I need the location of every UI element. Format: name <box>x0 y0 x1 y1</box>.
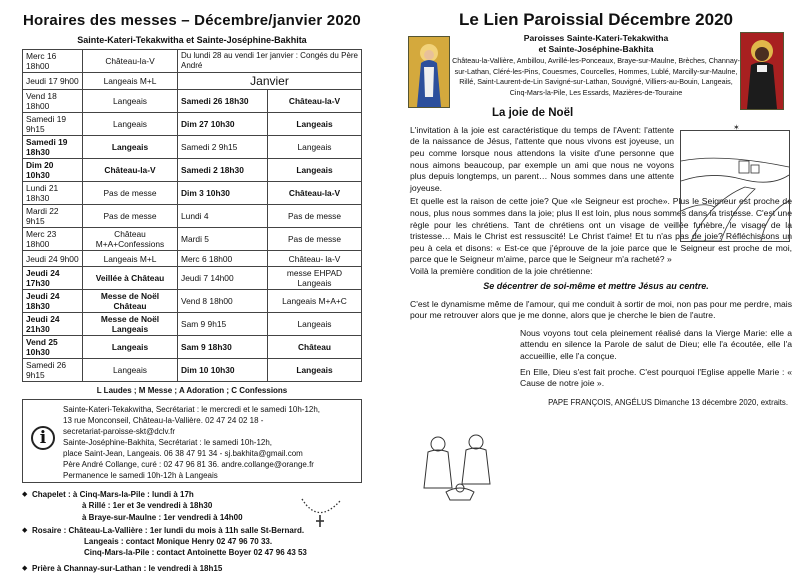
paragraph-4: C'est le dynamisme même de l'amour, qui me conduit à sortir de moi, non pas pour me perdre, mais pour me retrouver alors que je me donne, alors que je cherche le bien de l'autre. <box>410 298 792 321</box>
mass-date: Jeudi 24 17h30 <box>23 267 83 290</box>
prayer-line: à Braye-sur-Maulne : 1er vendredi à 14h00 <box>82 512 243 522</box>
mass-place: Langeais <box>83 136 178 159</box>
mass-place: Langeais <box>83 90 178 113</box>
mass-place: Pas de messe <box>83 205 178 228</box>
mass-place: messe EHPAD Langeais <box>268 267 362 290</box>
mass-date: Samedi 26 18h30 <box>178 90 268 113</box>
mass-date: Jeudi 24 18h30 <box>23 290 83 313</box>
mass-date: Lundi 4 <box>178 205 268 228</box>
mass-place: Langeais M+L <box>83 73 178 90</box>
mass-place: Langeais <box>83 113 178 136</box>
january-header: Janvier <box>178 73 362 90</box>
mass-place: Langeais <box>268 136 362 159</box>
paragraph-1: L'invitation à la joie est caractéristique du temps de l'Avent: l'attente de la naissance de Jésus, l'attente que nous vivons est joyeuse, un peu comme lorsque nous attendons la visite d'une personne que nous aimons beaucoup, par exemple un ami que nous ne voyons plus depuis longtemps, un parent… Nous sommes dans une attente joyeuse. <box>410 124 674 193</box>
mass-schedule-table <box>22 49 362 382</box>
mass-place: Château-la-V <box>83 159 178 182</box>
mass-place: Pas de messe <box>268 228 362 251</box>
mass-date: Samedi 19 9h15 <box>23 113 83 136</box>
table-row <box>23 136 362 159</box>
mass-date: Samedi 2 9h15 <box>178 136 268 159</box>
info-line: Sainte-Joséphine-Bakhita, Secrétariat : le samedi 10h-12h, <box>63 438 273 447</box>
info-line: Sainte-Kateri-Tekakwitha, Secrétariat : le mercredi et le samedi 10h-12h, <box>63 405 321 414</box>
bethlehem-drawing <box>680 123 790 242</box>
table-row <box>23 73 362 90</box>
mass-date: Jeudi 24 21h30 <box>23 313 83 336</box>
mass-date: Sam 9 18h30 <box>178 336 268 359</box>
mass-place: Langeais <box>83 359 178 382</box>
table-row <box>23 90 362 113</box>
villages-list: Château-la-Vallière, Ambillou, Avrillé-les-Ponceaux, Braye-sur-Maulne, Brèches, Channay-sur-Lathan, Cléré-les-Pins, Couesmes, Courcelles, Hommes, Lublé, Marcilly-sur-Maulne, Rillé, Saint-Laurent-de-Lin Savigné-sur-Lathan, Souvigné, Villiers-au-Bouin, Langeais, Cinq-Mars-la-Pile, Les Essards, Mazières-de-Touraine <box>452 56 740 98</box>
virgin-mary-icon <box>408 36 450 108</box>
paragraph-3: Voilà la première condition de la joie chrétienne: <box>410 265 593 276</box>
mass-place: Château- la-V <box>268 251 362 267</box>
newsletter-title: Le Lien Paroissial Décembre 2020 <box>458 10 734 29</box>
mass-date: Mardi 5 <box>178 228 268 251</box>
article-signature: PAPE FRANÇOIS, ANGÉLUS Dimanche 13 décembre 2020, extraits. <box>548 397 788 407</box>
mass-place: Langeais <box>83 336 178 359</box>
mass-place: Langeais <box>268 113 362 136</box>
holiday-note: Du lundi 28 au vendi 1er janvier : Congés du Père André <box>178 50 362 73</box>
prayer-line: Chapelet : à Cinq-Mars-la-Pile : lundi à 17h <box>32 490 194 499</box>
mass-place: Château-la-V <box>268 90 362 113</box>
parishes-header <box>400 33 792 55</box>
paragraph-6: En Elle, Dieu s'est fait proche. C'est pourquoi l'Eglise appelle Marie : « Cause de notre joie ». <box>520 366 792 389</box>
paragraph-2: Et quelle est la raison de cette joie? Que «le Seigneur est proche». Plus le Seigneur est proche de nous, plus nous sommes dans la joie; plus Il est loin, plus nous sommes dans la tristesse. C'est une règle pour les chrétiens. Tant de chrétiens ont un visage de veillée funèbre, le visage de la tristesse… Mais le Christ est ressuscité! Le Christ t'aime! Et tu n'as pas de joie? Réfléchissons un peu à cela et disons: « Est-ce que j'éprouve de la joie parce que le Seigneur est proche de moi, parce que le Seigneur m'aime, parce que le Seigneur m'a racheté? » <box>410 196 792 265</box>
mass-place: Pas de messe <box>268 205 362 228</box>
secretariat-info <box>22 399 362 483</box>
mass-date: Samedi 2 18h30 <box>178 159 268 182</box>
table-row <box>23 251 362 267</box>
schedule-subtitle: Sainte-Kateri-Tekakwitha et Sainte-Joséphine-Bakhita <box>77 35 307 45</box>
mass-place: Château-la-V <box>268 182 362 205</box>
table-row <box>23 336 362 359</box>
mass-date: Vend 18 18h00 <box>23 90 83 113</box>
table-row <box>23 290 362 313</box>
mass-date: Sam 9 9h15 <box>178 313 268 336</box>
info-line: place Saint-Jean, Langeais. 06 38 47 91 34 - sj.bakhita@gmail.com <box>63 449 303 458</box>
prayer-line: Rosaire : Château-La-Vallière : 1er lundi du mois à 11h salle St-Bernard. <box>32 525 305 535</box>
saint-bakhita-icon <box>740 32 784 110</box>
mass-place: Château <box>268 336 362 359</box>
info-line: secretariat-paroisse-skt@dclv.fr <box>63 427 175 436</box>
table-row <box>23 205 362 228</box>
svg-text:✶: ✶ <box>733 123 740 132</box>
paragraph-5: Nous voyons tout cela pleinement réalisé dans la Vierge Marie: elle a attendu en silence la Parole de salut de Dieu; elle l'a écoutée, elle l'a accueillie, elle l'a conçue. <box>520 327 792 361</box>
mass-place: Langeais <box>268 359 362 382</box>
mass-date: Lundi 21 18h30 <box>23 182 83 205</box>
mass-place: Langeais <box>268 159 362 182</box>
info-line: 13 rue Monconseil, Château-la-Vallière. 02 47 24 02 18 - <box>63 416 264 425</box>
mass-date: Dim 3 10h30 <box>178 182 268 205</box>
info-line: Permanence le samedi 10h-12h à Langeais <box>63 471 218 480</box>
table-row <box>23 182 362 205</box>
mass-date: Merc 23 18h00 <box>23 228 83 251</box>
mass-place: Langeais M+L <box>83 251 178 267</box>
mass-date: Vend 8 18h00 <box>178 290 268 313</box>
table-row <box>23 313 362 336</box>
mass-date: Jeudi 17 9h00 <box>23 73 83 90</box>
mass-place: Langeais <box>268 313 362 336</box>
prayer-line: Cinq-Mars-la-Pile : contact Antoinette Boyer 02 47 96 43 53 <box>84 548 307 558</box>
left-page <box>22 8 362 574</box>
prayer-line: Langeais : contact Monique Henry 02 47 96 70 33. <box>84 537 273 547</box>
article-motto: Se décentrer de soi-même et mettre Jésus au centre. <box>483 280 709 291</box>
mass-place: Château-la-V <box>83 50 178 73</box>
mass-place: Langeais M+A+C <box>268 290 362 313</box>
mass-date: Merc 6 18h00 <box>178 251 268 267</box>
table-row <box>23 359 362 382</box>
mass-date: Dim 20 10h30 <box>23 159 83 182</box>
parishes-line-1: Paroisses Sainte-Kateri-Tekakwitha <box>523 33 669 43</box>
info-icon: i <box>31 426 55 450</box>
right-page <box>400 8 792 407</box>
mass-date: Jeudi 24 9h00 <box>23 251 83 267</box>
mass-date: Dim 10 10h30 <box>178 359 268 382</box>
mass-place: Messe de Noël Langeais <box>83 313 178 336</box>
mass-place: Pas de messe <box>83 182 178 205</box>
prayer-groups: ◆ Chapelet : à Cinq-Mars-la-Pile : lundi à 17h à Rillé : 1er et 3e vendredi à 18h30 à Braye-sur-Maulne : 1er vendredi à 14h00 ◆ Rosaire : Château-La-Vallière : 1er lundi du mois à 11h salle St-Bernard. Langeais : contact Monique Henry 02 47 96 70 33. Cinq-Mars-la-Pile : contact Antoinette Boyer 02 47 96 43 53 ◆ Prière à Channay-sur-Lathan : le vendredi à 18h15 <box>22 489 362 574</box>
mass-place: Messe de Noël Château <box>83 290 178 313</box>
mass-date: Jeudi 7 14h00 <box>178 267 268 290</box>
nativity-drawing <box>410 428 510 506</box>
prayer-line: à Rillé : 1er et 3e vendredi à 18h30 <box>82 501 213 511</box>
mass-date: Vend 25 10h30 <box>23 336 83 359</box>
mass-date: Dim 27 10h30 <box>178 113 268 136</box>
parishes-line-2: et Sainte-Joséphine-Bakhita <box>538 44 654 54</box>
mass-date: Mardi 22 9h15 <box>23 205 83 228</box>
table-row <box>23 228 362 251</box>
article-heading: La joie de Noël <box>492 106 574 119</box>
table-row <box>23 159 362 182</box>
schedule-legend: L Laudes ; M Messe ; A Adoration ; C Confessions <box>96 386 288 395</box>
mass-date: Samedi 26 9h15 <box>23 359 83 382</box>
table-row <box>23 50 362 73</box>
table-row <box>23 267 362 290</box>
mass-place: Château M+A+Confessions <box>83 228 178 251</box>
schedule-title: Horaires des messes – Décembre/janvier 2020 <box>23 12 361 29</box>
mass-date: Samedi 19 18h30 <box>23 136 83 159</box>
info-line: Père André Collange, curé : 02 47 96 81 36. andre.collange@orange.fr <box>63 460 314 469</box>
rosary-icon <box>298 495 344 529</box>
priere-line: Prière à Channay-sur-Lathan : le vendredi à 18h15 <box>32 563 223 573</box>
mass-date: Merc 16 18h00 <box>23 50 83 73</box>
table-row <box>23 113 362 136</box>
mass-place: Veillée à Château <box>83 267 178 290</box>
